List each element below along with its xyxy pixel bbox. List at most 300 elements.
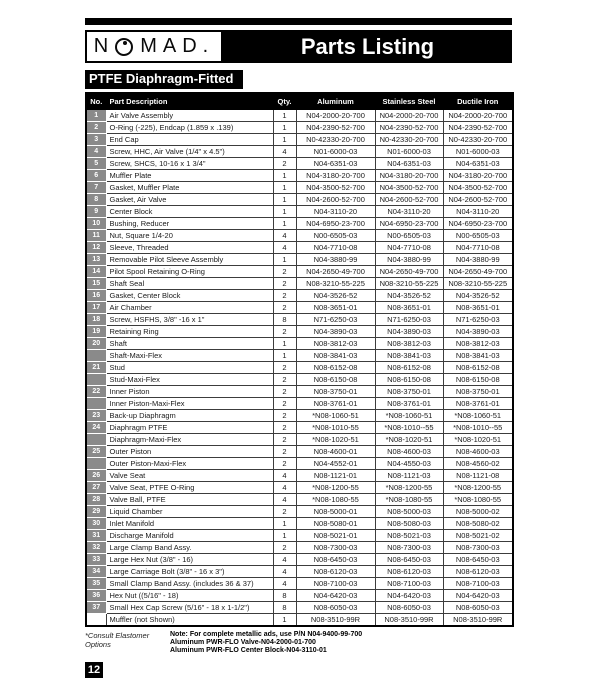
ductile-part-cell: N04-3526-52 <box>443 290 513 302</box>
stainless-part-cell: N04-3880-99 <box>375 254 443 266</box>
qty-cell: 1 <box>273 122 296 134</box>
ductile-part-cell: N01-6000-03 <box>443 146 513 158</box>
aluminum-part-cell: N04-4552-01 <box>296 458 375 470</box>
ductile-part-cell: N08-7300-03 <box>443 542 513 554</box>
stainless-part-cell: N08-6450-03 <box>375 554 443 566</box>
column-header: Part Description <box>106 93 273 110</box>
aluminum-part-cell: N08-7100-03 <box>296 578 375 590</box>
aluminum-part-cell: N04-3180-20-700 <box>296 170 375 182</box>
aluminum-part-cell: N04-2390-52-700 <box>296 122 375 134</box>
row-number-cell <box>86 374 106 386</box>
stainless-part-cell: N08-5080-03 <box>375 518 443 530</box>
qty-cell: 4 <box>273 578 296 590</box>
aluminum-part-cell: N08-3750-01 <box>296 386 375 398</box>
ductile-part-cell: N04-3500-52-700 <box>443 182 513 194</box>
stainless-part-cell: N04-2000-20-700 <box>375 110 443 122</box>
aluminum-part-cell: N08-5080-01 <box>296 518 375 530</box>
stainless-part-cell: *N08-1020-51 <box>375 434 443 446</box>
row-number-cell: 10 <box>86 218 106 230</box>
ductile-part-cell: N04-6351-03 <box>443 158 513 170</box>
stainless-part-cell: N04-3526-52 <box>375 290 443 302</box>
ductile-part-cell: N0-42330-20-700 <box>443 134 513 146</box>
part-description-cell: Diaphragm PTFE <box>106 422 273 434</box>
table-row <box>86 494 513 506</box>
qty-cell: 2 <box>273 422 296 434</box>
qty-cell: 1 <box>273 530 296 542</box>
ductile-part-cell: N08-6120-03 <box>443 566 513 578</box>
metallic-note <box>170 631 362 655</box>
aluminum-part-cell: N04-2650-49-700 <box>296 266 375 278</box>
ductile-part-cell: N04-3880-99 <box>443 254 513 266</box>
row-number-cell: 19 <box>86 326 106 338</box>
ductile-part-cell: *N08-1080-55 <box>443 494 513 506</box>
qty-cell: 8 <box>273 602 296 614</box>
aluminum-part-cell: N08-5000-01 <box>296 506 375 518</box>
ductile-part-cell: N04-7710-08 <box>443 242 513 254</box>
part-description-cell: Large Hex Nut (3/8" - 16) <box>106 554 273 566</box>
stainless-part-cell: *N08-1200-55 <box>375 482 443 494</box>
part-description-cell: Shaft-Maxi-Flex <box>106 350 273 362</box>
part-description-cell: Large Carriage Bolt (3/8" - 16 x 3") <box>106 566 273 578</box>
aluminum-part-cell: N08-6120-03 <box>296 566 375 578</box>
page-footer <box>85 631 512 655</box>
part-description-cell: Inlet Manifold <box>106 518 273 530</box>
row-number-cell: 2 <box>86 122 106 134</box>
stainless-part-cell: N08-3841-03 <box>375 350 443 362</box>
part-description-cell: Valve Ball, PTFE <box>106 494 273 506</box>
aluminum-part-cell: N71-6250-03 <box>296 314 375 326</box>
aluminum-part-cell: *N08-1080-55 <box>296 494 375 506</box>
aluminum-part-cell: N04-6950-23-700 <box>296 218 375 230</box>
aluminum-part-cell: *N08-1010-55 <box>296 422 375 434</box>
stainless-part-cell: N08-7300-03 <box>375 542 443 554</box>
aluminum-part-cell: N08-6450-03 <box>296 554 375 566</box>
ductile-part-cell: N71-6250-03 <box>443 314 513 326</box>
aluminum-part-cell: N04-2600-52-700 <box>296 194 375 206</box>
ductile-part-cell: N08-6450-03 <box>443 554 513 566</box>
logo-letter-n: N <box>93 35 109 57</box>
aluminum-part-cell: N01-6000-03 <box>296 146 375 158</box>
qty-cell: 2 <box>273 506 296 518</box>
qty-cell: 1 <box>273 194 296 206</box>
page-number: 12 <box>85 662 103 678</box>
qty-cell: 4 <box>273 242 296 254</box>
part-description-cell: Screw, HHC, Air Valve (1/4" x 4.5") <box>106 146 273 158</box>
row-number-cell: 17 <box>86 302 106 314</box>
part-description-cell: Liquid Chamber <box>106 506 273 518</box>
row-number-cell: 28 <box>86 494 106 506</box>
qty-cell: 2 <box>273 158 296 170</box>
aluminum-part-cell: N08-3812-03 <box>296 338 375 350</box>
part-description-cell: Hex Nut ((5/16" - 18) <box>106 590 273 602</box>
table-row <box>86 362 513 374</box>
aluminum-part-cell: N04-3890-03 <box>296 326 375 338</box>
part-description-cell: Bushing, Reducer <box>106 218 273 230</box>
column-header: Qty. <box>273 93 296 110</box>
row-number-cell: 29 <box>86 506 106 518</box>
stainless-part-cell: N04-2650-49-700 <box>375 266 443 278</box>
table-row <box>86 434 513 446</box>
part-description-cell: Air Valve Assembly <box>106 110 273 122</box>
row-number-cell: 30 <box>86 518 106 530</box>
ductile-part-cell: N08-3812-03 <box>443 338 513 350</box>
ductile-part-cell: N04-6420-03 <box>443 590 513 602</box>
aluminum-part-cell: N04-6420-03 <box>296 590 375 602</box>
aluminum-part-cell: N08-3210-55-225 <box>296 278 375 290</box>
ductile-part-cell: N08-5000-02 <box>443 506 513 518</box>
qty-cell: 2 <box>273 290 296 302</box>
aluminum-part-cell: N04-3526-52 <box>296 290 375 302</box>
table-row <box>86 242 513 254</box>
table-row <box>86 602 513 614</box>
stainless-part-cell: N04-2600-52-700 <box>375 194 443 206</box>
table-row <box>86 470 513 482</box>
row-number-cell: 16 <box>86 290 106 302</box>
qty-cell: 2 <box>273 362 296 374</box>
row-number-cell: 31 <box>86 530 106 542</box>
row-number-cell: 9 <box>86 206 106 218</box>
row-number-cell: 3 <box>86 134 106 146</box>
ductile-part-cell: N04-3180-20-700 <box>443 170 513 182</box>
qty-cell: 4 <box>273 494 296 506</box>
table-row <box>86 146 513 158</box>
table-row <box>86 446 513 458</box>
ductile-part-cell: N04-2390-52-700 <box>443 122 513 134</box>
stainless-part-cell: N08-5000-03 <box>375 506 443 518</box>
ductile-part-cell: *N08-1060-51 <box>443 410 513 422</box>
section-title: PTFE Diaphragm-Fitted <box>85 70 243 89</box>
row-number-cell: 1 <box>86 110 106 122</box>
ductile-part-cell: N08-3841-03 <box>443 350 513 362</box>
part-description-cell: Shaft Seal <box>106 278 273 290</box>
aluminum-part-cell: *N08-1200-55 <box>296 482 375 494</box>
stainless-part-cell: N08-3761-01 <box>375 398 443 410</box>
stainless-part-cell: N08-4600-03 <box>375 446 443 458</box>
row-number-cell: 13 <box>86 254 106 266</box>
row-number-cell: 34 <box>86 566 106 578</box>
table-row <box>86 614 513 627</box>
ductile-part-cell: N08-6150-08 <box>443 374 513 386</box>
table-header-row <box>86 93 513 110</box>
qty-cell: 4 <box>273 482 296 494</box>
qty-cell: 1 <box>273 134 296 146</box>
ductile-part-cell: N08-7100-03 <box>443 578 513 590</box>
ductile-part-cell: N08-3761-01 <box>443 398 513 410</box>
part-description-cell: Outer Piston-Maxi-Flex <box>106 458 273 470</box>
stainless-part-cell: N08-6150-08 <box>375 374 443 386</box>
row-number-cell: 32 <box>86 542 106 554</box>
part-description-cell: Back-up Diaphragm <box>106 410 273 422</box>
aluminum-part-cell: N04-3880-99 <box>296 254 375 266</box>
parts-table <box>85 92 514 627</box>
ductile-part-cell: *N08-1200-55 <box>443 482 513 494</box>
qty-cell: 4 <box>273 554 296 566</box>
ductile-part-cell: N08-6152-08 <box>443 362 513 374</box>
qty-cell: 1 <box>273 182 296 194</box>
stainless-part-cell: N04-6351-03 <box>375 158 443 170</box>
table-row <box>86 506 513 518</box>
qty-cell: 2 <box>273 302 296 314</box>
part-description-cell: O-Ring (-225), Endcap (1.859 x .139) <box>106 122 273 134</box>
stainless-part-cell: N04-3500-52-700 <box>375 182 443 194</box>
row-number-cell: 26 <box>86 470 106 482</box>
qty-cell: 1 <box>273 218 296 230</box>
part-description-cell: End Cap <box>106 134 273 146</box>
aluminum-part-cell: N04-3110-20 <box>296 206 375 218</box>
part-description-cell: Large Clamp Band Assy. <box>106 542 273 554</box>
top-rule-divider <box>85 18 512 25</box>
table-row <box>86 170 513 182</box>
part-description-cell: Pilot Spool Retaining O-Ring <box>106 266 273 278</box>
table-row <box>86 158 513 170</box>
ductile-part-cell: N08-3750-01 <box>443 386 513 398</box>
stainless-part-cell: N08-3812-03 <box>375 338 443 350</box>
table-row <box>86 398 513 410</box>
aluminum-part-cell: N04-3500-52-700 <box>296 182 375 194</box>
table-row <box>86 554 513 566</box>
column-header: Stainless Steel <box>375 93 443 110</box>
row-number-cell: 12 <box>86 242 106 254</box>
table-row <box>86 566 513 578</box>
qty-cell: 2 <box>273 266 296 278</box>
ductile-part-cell: N08-3210-55-225 <box>443 278 513 290</box>
row-number-cell: 21 <box>86 362 106 374</box>
note-line-1: Note: For complete metallic ads, use P/N N04-9400-99-700 <box>170 631 363 638</box>
ductile-part-cell: N04-6950-23-700 <box>443 218 513 230</box>
row-number-cell: 25 <box>86 446 106 458</box>
table-row <box>86 122 513 134</box>
row-number-cell: 35 <box>86 578 106 590</box>
aluminum-part-cell: N04-2000-20-700 <box>296 110 375 122</box>
aluminum-part-cell: N08-5021-01 <box>296 530 375 542</box>
aluminum-part-cell: N08-6050-03 <box>296 602 375 614</box>
stainless-part-cell: N04-3110-20 <box>375 206 443 218</box>
table-row <box>86 278 513 290</box>
qty-cell: 2 <box>273 434 296 446</box>
part-description-cell: Shaft <box>106 338 273 350</box>
stainless-part-cell: N08-6050-03 <box>375 602 443 614</box>
page-title-bar <box>223 30 512 63</box>
qty-cell: 2 <box>273 446 296 458</box>
aluminum-part-cell: N08-6150-08 <box>296 374 375 386</box>
table-row <box>86 206 513 218</box>
ductile-part-cell: N08-6050-03 <box>443 602 513 614</box>
table-row <box>86 314 513 326</box>
nomad-logo <box>85 30 223 63</box>
part-description-cell: Inner Piston-Maxi-Flex <box>106 398 273 410</box>
table-row <box>86 350 513 362</box>
table-row <box>86 302 513 314</box>
stainless-part-cell: *N08-1010--55 <box>375 422 443 434</box>
part-description-cell: Discharge Manifold <box>106 530 273 542</box>
aluminum-part-cell: N08-3761-01 <box>296 398 375 410</box>
ductile-part-cell: N08-5080-02 <box>443 518 513 530</box>
part-description-cell: Valve Seat <box>106 470 273 482</box>
table-row <box>86 422 513 434</box>
qty-cell: 2 <box>273 278 296 290</box>
ductile-part-cell: N08-4560-02 <box>443 458 513 470</box>
table-row <box>86 194 513 206</box>
stainless-part-cell: *N08-1060-51 <box>375 410 443 422</box>
stainless-part-cell: N04-3180-20-700 <box>375 170 443 182</box>
aluminum-part-cell: N08-3510-99R <box>296 614 375 627</box>
stainless-part-cell: N08-6120-03 <box>375 566 443 578</box>
stainless-part-cell: N04-6420-03 <box>375 590 443 602</box>
stainless-part-cell: N08-7100-03 <box>375 578 443 590</box>
table-row <box>86 338 513 350</box>
row-number-cell: 7 <box>86 182 106 194</box>
row-number-cell <box>86 350 106 362</box>
qty-cell: 8 <box>273 590 296 602</box>
row-number-cell: 33 <box>86 554 106 566</box>
stainless-part-cell: N04-2390-52-700 <box>375 122 443 134</box>
row-number-cell <box>86 614 106 627</box>
qty-cell: 8 <box>273 314 296 326</box>
table-row <box>86 578 513 590</box>
stainless-part-cell: N00-6505-03 <box>375 230 443 242</box>
page-content <box>85 18 512 678</box>
aluminum-part-cell: N08-4600-01 <box>296 446 375 458</box>
logo-globe-o-icon <box>115 38 133 56</box>
ductile-part-cell: *N08-1020-51 <box>443 434 513 446</box>
qty-cell: 1 <box>273 254 296 266</box>
part-description-cell: Valve Seat, PTFE O-Ring <box>106 482 273 494</box>
stainless-part-cell: N08-1121-03 <box>375 470 443 482</box>
row-number-cell: 24 <box>86 422 106 434</box>
table-row <box>86 290 513 302</box>
part-description-cell: Removable Pilot Sleeve Assembly <box>106 254 273 266</box>
stainless-part-cell: N08-6152-08 <box>375 362 443 374</box>
aluminum-part-cell: *N08-1020-51 <box>296 434 375 446</box>
ductile-part-cell: N04-2000-20-700 <box>443 110 513 122</box>
table-row <box>86 230 513 242</box>
aluminum-part-cell: N0-42330-20-700 <box>296 134 375 146</box>
row-number-cell <box>86 458 106 470</box>
row-number-cell: 5 <box>86 158 106 170</box>
qty-cell: 1 <box>273 206 296 218</box>
aluminum-part-cell: N04-6351-03 <box>296 158 375 170</box>
aluminum-part-cell: N08-6152-08 <box>296 362 375 374</box>
note-line-2: Aluminum PWR-FLO Valve-N04-2000-01-700 <box>170 639 316 646</box>
ductile-part-cell: N04-3110-20 <box>443 206 513 218</box>
qty-cell: 1 <box>273 614 296 627</box>
part-description-cell: Small Clamp Band Assy. (includes 36 & 37) <box>106 578 273 590</box>
stainless-part-cell: N0-42330-20-700 <box>375 134 443 146</box>
elastomer-footnote: *Consult Elastomer Options <box>85 631 150 649</box>
row-number-cell: 8 <box>86 194 106 206</box>
qty-cell: 4 <box>273 470 296 482</box>
part-description-cell: Muffler Plate <box>106 170 273 182</box>
row-number-cell: 36 <box>86 590 106 602</box>
part-description-cell: Stud-Maxi-Flex <box>106 374 273 386</box>
part-description-cell: Inner Piston <box>106 386 273 398</box>
row-number-cell <box>86 434 106 446</box>
qty-cell: 1 <box>273 350 296 362</box>
stainless-part-cell: N04-4550-03 <box>375 458 443 470</box>
part-description-cell: Screw, SHCS, 10-16 x 1 3/4" <box>106 158 273 170</box>
ductile-part-cell: N08-3510-99R <box>443 614 513 627</box>
table-row <box>86 134 513 146</box>
row-number-cell: 20 <box>86 338 106 350</box>
table-row <box>86 386 513 398</box>
table-row <box>86 590 513 602</box>
qty-cell: 1 <box>273 110 296 122</box>
column-header: Aluminum <box>296 93 375 110</box>
parts-table-body <box>86 110 513 627</box>
qty-cell: 2 <box>273 386 296 398</box>
part-description-cell: Gasket, Muffler Plate <box>106 182 273 194</box>
logo-letters-mad: MAD. <box>140 35 215 57</box>
aluminum-part-cell: N04-7710-08 <box>296 242 375 254</box>
aluminum-part-cell: N08-7300-03 <box>296 542 375 554</box>
table-row <box>86 374 513 386</box>
row-number-cell: 14 <box>86 266 106 278</box>
part-description-cell: Muffler (not Shown) <box>106 614 273 627</box>
row-number-cell <box>86 398 106 410</box>
row-number-cell: 37 <box>86 602 106 614</box>
part-description-cell: Sleeve, Threaded <box>106 242 273 254</box>
part-description-cell: Retaining Ring <box>106 326 273 338</box>
page-header <box>85 30 512 63</box>
ductile-part-cell: N08-3651-01 <box>443 302 513 314</box>
qty-cell: 4 <box>273 566 296 578</box>
table-row <box>86 326 513 338</box>
stainless-part-cell: N08-5021-03 <box>375 530 443 542</box>
table-row <box>86 530 513 542</box>
stainless-part-cell: N08-3210-55-225 <box>375 278 443 290</box>
part-description-cell: Gasket, Center Block <box>106 290 273 302</box>
aluminum-part-cell: N00-6505-03 <box>296 230 375 242</box>
row-number-cell: 23 <box>86 410 106 422</box>
qty-cell: 1 <box>273 170 296 182</box>
qty-cell: 2 <box>273 458 296 470</box>
aluminum-part-cell: N08-3841-03 <box>296 350 375 362</box>
row-number-cell: 6 <box>86 170 106 182</box>
table-row <box>86 542 513 554</box>
table-row <box>86 518 513 530</box>
table-row <box>86 266 513 278</box>
part-description-cell: Diaphragm-Maxi-Flex <box>106 434 273 446</box>
part-description-cell: Stud <box>106 362 273 374</box>
note-line-3: Aluminum PWR-FLO Center Block-N04-3110-01 <box>170 647 327 654</box>
ductile-part-cell: *N08-1010--55 <box>443 422 513 434</box>
aluminum-part-cell: *N08-1060-51 <box>296 410 375 422</box>
stainless-part-cell: N04-3890-03 <box>375 326 443 338</box>
table-row <box>86 254 513 266</box>
part-description-cell: Outer Piston <box>106 446 273 458</box>
stainless-part-cell: *N08-1080-55 <box>375 494 443 506</box>
table-row <box>86 218 513 230</box>
part-description-cell: Nut, Square 1/4-20 <box>106 230 273 242</box>
column-header: Ductile Iron <box>443 93 513 110</box>
row-number-cell: 22 <box>86 386 106 398</box>
row-number-cell: 4 <box>86 146 106 158</box>
table-row <box>86 458 513 470</box>
stainless-part-cell: N71-6250-03 <box>375 314 443 326</box>
page-title: Parts Listing <box>300 33 435 59</box>
row-number-cell: 11 <box>86 230 106 242</box>
stainless-part-cell: N04-6950-23-700 <box>375 218 443 230</box>
row-number-cell: 27 <box>86 482 106 494</box>
table-row <box>86 182 513 194</box>
part-description-cell: Small Hex Cap Screw (5/16" - 18 x 1-1/2") <box>106 602 273 614</box>
qty-cell: 2 <box>273 542 296 554</box>
table-row <box>86 110 513 122</box>
ductile-part-cell: N04-3890-03 <box>443 326 513 338</box>
ductile-part-cell: N08-4600-03 <box>443 446 513 458</box>
qty-cell: 1 <box>273 518 296 530</box>
stainless-part-cell: N08-3510-99R <box>375 614 443 627</box>
